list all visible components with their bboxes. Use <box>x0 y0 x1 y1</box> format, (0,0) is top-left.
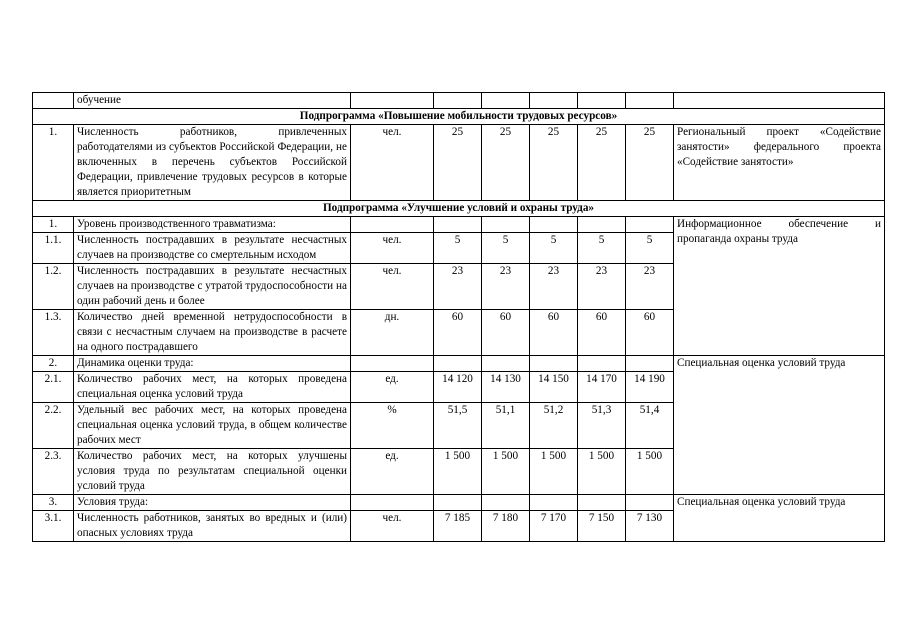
value-cell <box>626 217 674 233</box>
value-cell: 5 <box>578 233 626 264</box>
value-cell: 1 500 <box>578 449 626 495</box>
value-cell <box>578 217 626 233</box>
value-cell: 60 <box>434 310 482 356</box>
row-number: 1.3. <box>33 310 74 356</box>
note-cell: Специальная оценка условий труда <box>674 356 885 495</box>
indicator-cell: Численность работников, занятых во вредных и (или) опасных условиях труда <box>74 511 351 542</box>
unit-cell <box>351 495 434 511</box>
value-cell: 23 <box>626 264 674 310</box>
value-cell: 23 <box>434 264 482 310</box>
row-number: 3.1. <box>33 511 74 542</box>
section-title-safety: Подпрограмма «Улучшение условий и охраны труда» <box>33 201 885 217</box>
row-number: 1. <box>33 217 74 233</box>
unit-cell: % <box>351 403 434 449</box>
unit-cell: чел. <box>351 264 434 310</box>
value-cell <box>626 495 674 511</box>
value-cell <box>434 356 482 372</box>
value-cell: 7 170 <box>530 511 578 542</box>
table-row <box>33 125 885 201</box>
value-cell: 7 130 <box>626 511 674 542</box>
row-number: 3. <box>33 495 74 511</box>
note-cell: Региональный проект «Содействие занятости» федерального проекта «Содействие занятости» <box>674 125 885 201</box>
value-cell: 51,4 <box>626 403 674 449</box>
indicator-cell: Удельный вес рабочих мест, на которых проведена специальная оценка условий труда, в общем количестве рабочих мест <box>74 403 351 449</box>
section-row <box>33 109 885 125</box>
value-cell <box>626 93 674 109</box>
value-cell: 14 150 <box>530 372 578 403</box>
row-number: 2.1. <box>33 372 74 403</box>
table-row <box>33 93 885 109</box>
value-cell: 25 <box>626 125 674 201</box>
group-row <box>33 495 885 511</box>
value-cell: 51,2 <box>530 403 578 449</box>
group-row <box>33 356 885 372</box>
value-cell <box>578 356 626 372</box>
value-cell: 14 190 <box>626 372 674 403</box>
value-cell <box>626 356 674 372</box>
indicator-cell: Численность работников, привлеченных работодателями из субъектов Российской Федерации, не включенных в перечень субъектов Российской Федерации, привлечение трудовых ресурсов в которые является приоритетным <box>74 125 351 201</box>
section-row <box>33 201 885 217</box>
indicator-cell: Количество рабочих мест, на которых улучшены условия труда по результатам специальной оценки условий труда <box>74 449 351 495</box>
value-cell: 60 <box>482 310 530 356</box>
value-cell: 60 <box>530 310 578 356</box>
value-cell <box>434 217 482 233</box>
unit-cell: дн. <box>351 310 434 356</box>
value-cell <box>482 495 530 511</box>
value-cell: 51,3 <box>578 403 626 449</box>
value-cell <box>434 93 482 109</box>
value-cell: 14 130 <box>482 372 530 403</box>
value-cell: 5 <box>482 233 530 264</box>
value-cell: 7 150 <box>578 511 626 542</box>
unit-cell: ед. <box>351 372 434 403</box>
value-cell: 51,1 <box>482 403 530 449</box>
note-cell: Специальная оценка условий труда <box>674 495 885 542</box>
value-cell: 60 <box>626 310 674 356</box>
value-cell: 1 500 <box>434 449 482 495</box>
indicator-cell: обучение <box>74 93 351 109</box>
group-title: Условия труда: <box>74 495 351 511</box>
indicator-cell: Численность пострадавших в результате несчастных случаев на производстве со смертельным исходом <box>74 233 351 264</box>
value-cell <box>578 495 626 511</box>
value-cell: 23 <box>482 264 530 310</box>
unit-cell: чел. <box>351 233 434 264</box>
value-cell <box>482 217 530 233</box>
value-cell: 14 120 <box>434 372 482 403</box>
value-cell <box>434 495 482 511</box>
value-cell: 25 <box>578 125 626 201</box>
unit-cell: ед. <box>351 449 434 495</box>
value-cell: 5 <box>530 233 578 264</box>
value-cell: 1 500 <box>530 449 578 495</box>
group-row <box>33 217 885 233</box>
value-cell <box>530 93 578 109</box>
value-cell <box>482 93 530 109</box>
value-cell: 25 <box>482 125 530 201</box>
value-cell: 60 <box>578 310 626 356</box>
value-cell <box>530 495 578 511</box>
value-cell: 1 500 <box>626 449 674 495</box>
value-cell: 25 <box>530 125 578 201</box>
value-cell: 5 <box>626 233 674 264</box>
unit-cell <box>351 356 434 372</box>
value-cell: 25 <box>434 125 482 201</box>
value-cell: 14 170 <box>578 372 626 403</box>
row-number: 1.1. <box>33 233 74 264</box>
indicator-cell: Количество дней временной нетрудоспособности в связи с несчастным случаем на производстве в расчете на одного пострадавшего <box>74 310 351 356</box>
value-cell <box>482 356 530 372</box>
unit-cell <box>351 93 434 109</box>
indicators-table <box>32 92 885 542</box>
indicator-cell: Количество рабочих мест, на которых проведена специальная оценка условий труда <box>74 372 351 403</box>
row-number: 2. <box>33 356 74 372</box>
group-title: Динамика оценки труда: <box>74 356 351 372</box>
unit-cell: чел. <box>351 125 434 201</box>
row-number: 2.2. <box>33 403 74 449</box>
note-cell: Информационное обеспечение и пропаганда охраны труда <box>674 217 885 356</box>
unit-cell <box>351 217 434 233</box>
value-cell: 23 <box>530 264 578 310</box>
value-cell <box>530 356 578 372</box>
row-number: 1. <box>33 125 74 201</box>
note-cell <box>674 93 885 109</box>
indicator-cell: Численность пострадавших в результате несчастных случаев на производстве с утратой трудоспособности на один рабочий день и более <box>74 264 351 310</box>
section-title-mobility: Подпрограмма «Повышение мобильности трудовых ресурсов» <box>33 109 885 125</box>
value-cell <box>530 217 578 233</box>
value-cell <box>578 93 626 109</box>
row-number <box>33 93 74 109</box>
row-number: 2.3. <box>33 449 74 495</box>
value-cell: 23 <box>578 264 626 310</box>
value-cell: 7 185 <box>434 511 482 542</box>
value-cell: 1 500 <box>482 449 530 495</box>
row-number: 1.2. <box>33 264 74 310</box>
value-cell: 51,5 <box>434 403 482 449</box>
value-cell: 5 <box>434 233 482 264</box>
value-cell: 7 180 <box>482 511 530 542</box>
unit-cell: чел. <box>351 511 434 542</box>
group-title: Уровень производственного травматизма: <box>74 217 351 233</box>
